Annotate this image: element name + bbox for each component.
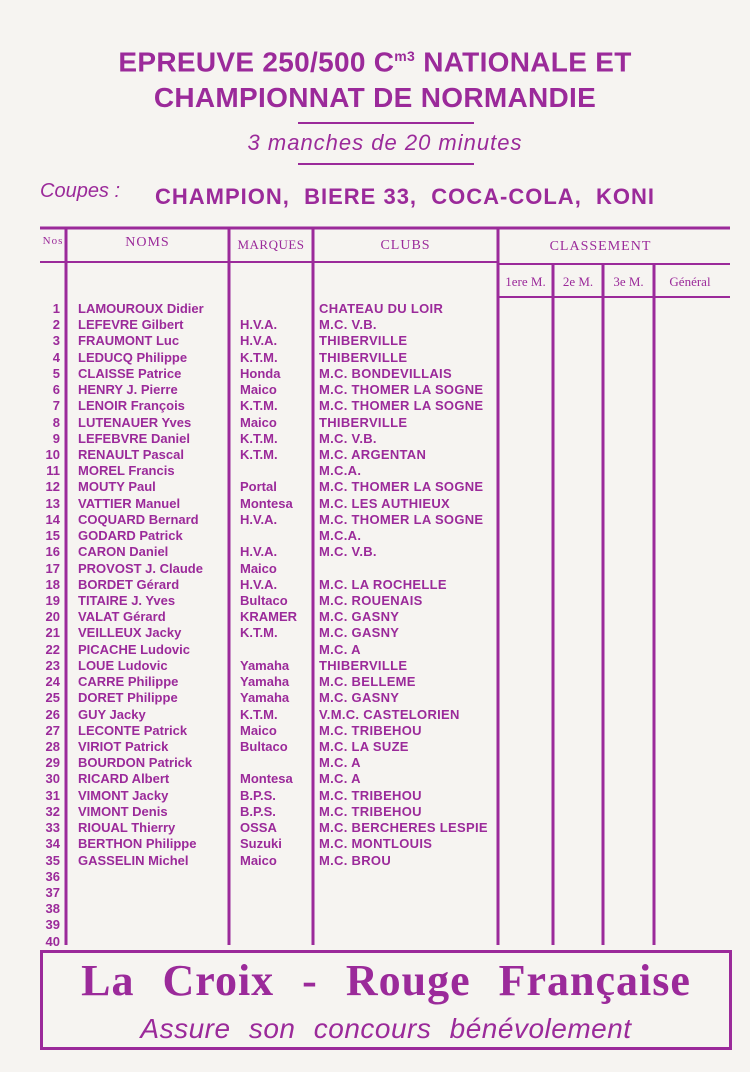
table-row [0,853,750,869]
row-number: 15 [45,528,60,544]
header-num: Nos [42,235,64,247]
table-row [0,382,750,398]
table-row [0,658,750,674]
row-club: M.C. TRIBEHOU [319,722,422,738]
row-club: M.C. TRIBEHOU [319,803,422,819]
row-name: HENRY J. Pierre [78,382,178,398]
row-make: K.T.M. [240,349,278,365]
row-name: FRAUMONT Luc [78,333,180,349]
row-club: M.C. TRIBEHOU [319,787,422,803]
coupes-value: CHAMPION, BIERE 33, COCA-COLA, KONI [155,184,656,209]
table-row [0,901,750,917]
row-make: Yamaha [240,690,290,706]
table-row [0,642,750,658]
row-name: LENOIR François [78,398,185,414]
row-club: M.C. A [319,771,361,787]
row-make: K.T.M. [240,398,278,414]
row-club: M.C. MONTLOUIS [319,836,433,852]
table-row [0,625,750,641]
row-make: H.V.A. [240,317,278,333]
row-make: OSSA [240,820,277,835]
row-number: 1 [52,301,60,316]
row-number: 21 [45,625,60,641]
coupes-label: Coupes : [40,180,121,202]
row-make: K.T.M. [240,625,278,641]
row-number: 22 [45,641,60,657]
footer-banner [40,950,732,1050]
footer-title: La Croix - Rouge Française [81,956,691,1005]
row-name: MOREL Francis [78,463,175,479]
row-make: Yamaha [240,674,290,690]
row-number: 34 [45,836,60,852]
row-make: K.T.M. [240,430,278,446]
table-row [0,723,750,739]
row-number: 18 [45,576,60,592]
header-names: NOMS [125,235,170,250]
row-club: M.C. GASNY [319,690,400,706]
row-club: M.C. LES AUTHIEUX [319,495,451,511]
row-make: Yamaha [240,657,290,673]
row-club: M.C. A [319,755,361,771]
row-name: BORDET Gérard [78,576,180,592]
row-club: M.C. GASNY [319,625,400,641]
row-club: M.C.A. [319,528,362,544]
row-make: H.V.A. [240,333,278,349]
row-number: 3 [52,333,60,349]
row-number: 6 [52,382,60,398]
row-name: COQUARD Bernard [78,511,199,527]
table-row [0,674,750,690]
row-club: M.C. GASNY [319,609,400,625]
row-name: DORET Philippe [78,690,178,706]
table-row [0,934,750,950]
row-make: KRAMER [240,609,298,625]
row-make: K.T.M. [240,447,278,462]
row-name: VIMONT Jacky [78,787,169,803]
row-make: H.V.A. [240,544,278,560]
row-name: PICACHE Ludovic [78,641,190,657]
row-number: 27 [45,722,60,738]
row-make: Maico [240,560,277,576]
table-row [0,366,750,382]
row-make: K.T.M. [240,706,278,722]
table-row [0,609,750,625]
table-row [0,788,750,804]
row-number: 14 [45,511,60,527]
row-club: M.C. LA ROCHELLE [319,576,447,592]
row-name: TITAIRE J. Yves [78,593,176,608]
row-club: M.C. BELLEME [319,674,416,690]
row-number: 2 [52,317,60,333]
table-row [0,544,750,560]
row-number: 10 [45,447,60,462]
table-row [0,690,750,706]
row-club: M.C. THOMER LA SOGNE [319,479,484,495]
row-number: 16 [45,544,60,560]
row-name: LUTENAUER Yves [78,414,192,430]
row-club: M.C. LA SUZE [319,738,409,754]
row-number: 17 [45,560,60,576]
subtitle: 3 manches de 20 minutes [247,130,523,155]
table-row [0,917,750,933]
table-row [0,577,750,593]
row-make: Honda [240,365,281,381]
row-club: M.C. V.B. [319,430,377,446]
row-number: 38 [45,901,60,917]
title-line-2: CHAMPIONNAT DE NORMANDIE [153,82,597,114]
row-name: LECONTE Patrick [78,722,188,738]
table-row [0,512,750,528]
table-row [0,771,750,787]
row-number: 31 [45,787,60,803]
row-number: 25 [45,690,60,706]
row-number: 11 [46,463,60,479]
row-number: 32 [45,803,60,819]
row-name: VALAT Gérard [78,609,166,625]
row-name: VEILLEUX Jacky [78,625,182,641]
row-club: M.C. BONDEVILLAIS [319,365,452,381]
row-club: V.M.C. CASTELORIEN [319,706,460,722]
row-club: THIBERVILLE [319,349,408,365]
row-number: 28 [45,738,60,754]
row-club: M.C.A. [319,463,362,479]
row-name: GASSELIN Michel [78,852,189,868]
header-m3: 3e M. [613,274,644,289]
row-club: M.C. V.B. [319,317,377,333]
row-make: Bultaco [240,738,288,754]
table-row [0,415,750,431]
table-row [0,707,750,723]
row-club: THIBERVILLE [319,333,408,349]
row-name: MOUTY Paul [78,479,156,495]
row-make: Maico [240,852,277,868]
row-number: 30 [45,771,60,787]
row-name: CARRE Philippe [78,674,179,690]
row-name: LAMOUROUX Didier [78,301,204,316]
row-make: H.V.A. [240,511,278,527]
row-name: RICARD Albert [78,771,170,787]
table-row [0,885,750,901]
row-make: Bultaco [240,593,288,608]
row-make: H.V.A. [240,576,278,592]
row-club: M.C. BERCHERES LESPIE [319,820,488,835]
header-clubs: CLUBS [380,238,431,253]
row-number: 40 [45,933,60,949]
row-number: 12 [45,479,60,495]
table-row [0,333,750,349]
header-m1: 1ere M. [505,274,546,289]
row-club: M.C. THOMER LA SOGNE [319,382,484,398]
table-row [0,804,750,820]
row-name: RIOUAL Thierry [78,820,176,835]
table-row [0,447,750,463]
row-name: GODARD Patrick [78,528,183,544]
table-row [0,755,750,771]
table-row [0,528,750,544]
row-number: 7 [52,398,60,414]
row-name: PROVOST J. Claude [78,560,203,576]
row-number: 4 [52,349,60,365]
row-name: CARON Daniel [78,544,169,560]
row-number: 26 [45,706,60,722]
table-row [0,479,750,495]
row-number: 9 [52,430,60,446]
table-row [0,739,750,755]
table-row [0,496,750,512]
row-club: M.C. THOMER LA SOGNE [319,511,484,527]
header-m2: 2e M. [562,274,594,289]
row-club: M.C. V.B. [319,544,377,560]
table-row [0,317,750,333]
table-row [0,836,750,852]
row-make: Portal [240,479,277,495]
row-number: 19 [45,593,60,608]
table-row [0,350,750,366]
row-number: 39 [45,917,60,933]
row-name: GUY Jacky [78,706,146,722]
row-number: 29 [45,755,60,771]
table-row [0,301,750,317]
table-row [0,593,750,609]
row-club: THIBERVILLE [319,657,408,673]
row-number: 5 [52,365,60,381]
header-general: Général [669,274,711,289]
row-number: 35 [45,852,60,868]
row-name: VATTIER Manuel [78,495,181,511]
row-club: M.C. A [319,641,361,657]
row-make: Suzuki [240,836,282,852]
row-number: 33 [45,820,60,835]
header-makes: MARQUES [237,237,305,252]
row-number: 37 [45,884,60,900]
row-make: B.P.S. [240,787,276,803]
row-make: Maico [240,722,277,738]
table-row [0,869,750,885]
row-name: LOUE Ludovic [78,657,168,673]
table-row [0,463,750,479]
row-make: Maico [240,382,277,398]
row-number: 24 [45,674,60,690]
row-name: VIMONT Denis [78,803,168,819]
row-number: 36 [45,868,60,884]
row-name: VIRIOT Patrick [78,738,169,754]
table-row [0,398,750,414]
row-make: Montesa [240,495,293,511]
row-club: CHATEAU DU LOIR [319,301,444,316]
row-name: LEDUCQ Philippe [78,349,188,365]
row-name: LEFEVRE Gilbert [78,317,184,333]
row-club: THIBERVILLE [319,414,408,430]
row-make: B.P.S. [240,803,276,819]
row-make: Montesa [240,771,293,787]
row-name: BOURDON Patrick [78,755,193,771]
table-row [0,561,750,577]
title-line-1: EPREUVE 250/500 $C^{m3}$ NATIONALE ET [118,46,632,78]
row-number: 13 [45,495,60,511]
table-row [0,820,750,836]
header-classement: CLASSEMENT [549,239,652,254]
row-number: 20 [45,609,60,625]
row-club: M.C. BROU [319,852,392,868]
row-name: LEFEBVRE Daniel [78,430,190,446]
table-row [0,431,750,447]
row-name: RENAULT Pascal [78,447,184,462]
row-make: Maico [240,414,277,430]
row-name: BERTHON Philippe [78,836,197,852]
row-club: M.C. THOMER LA SOGNE [319,398,484,414]
row-number: 8 [52,414,60,430]
footer-subtitle: Assure son concours bénévolement [140,1013,632,1044]
row-club: M.C. ARGENTAN [319,447,427,462]
row-club: M.C. ROUENAIS [319,593,423,608]
row-number: 23 [45,657,60,673]
row-name: CLAISSE Patrice [78,365,182,381]
